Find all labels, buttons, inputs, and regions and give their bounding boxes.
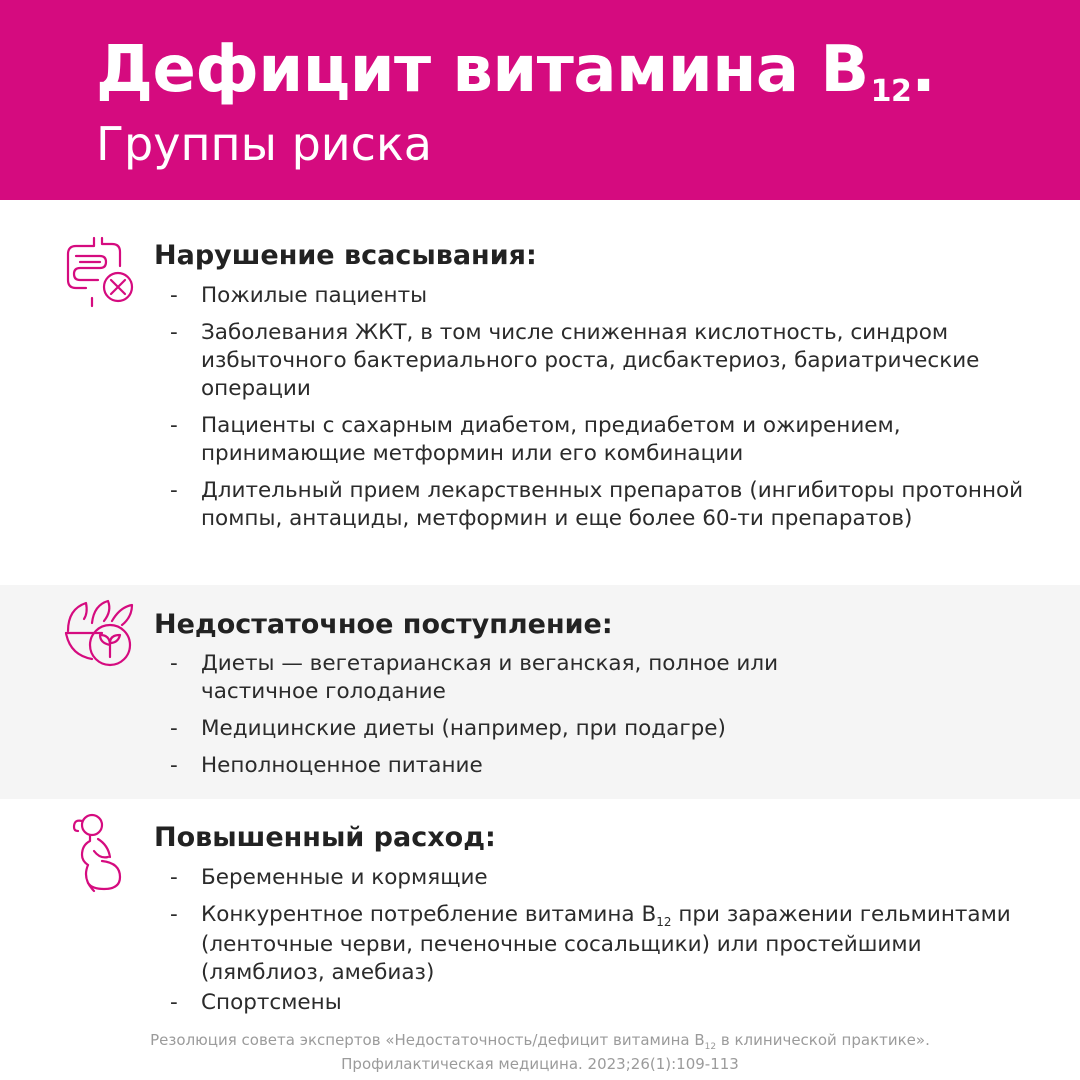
citation-line-1 bbox=[0, 1030, 1080, 1054]
list-item bbox=[170, 282, 1050, 310]
citation-subscript: 12 bbox=[704, 1042, 717, 1052]
item-text-before: Конкурентное потребление витамина B bbox=[201, 902, 657, 927]
section-title: Повышенный расход: bbox=[154, 822, 496, 853]
title-subscript: 12 bbox=[870, 74, 912, 109]
item-text: Пожилые пациенты bbox=[201, 283, 428, 308]
list-item bbox=[170, 412, 1050, 468]
list-item bbox=[170, 477, 1050, 533]
intestine-cross-icon bbox=[62, 236, 136, 308]
dash-bullet: - bbox=[170, 753, 178, 778]
item-text: Спортсмены bbox=[201, 990, 342, 1015]
dash-bullet: - bbox=[170, 990, 178, 1015]
item-list bbox=[170, 864, 1050, 1026]
list-item bbox=[170, 715, 1050, 743]
dash-bullet: - bbox=[170, 716, 178, 741]
section-insufficient-intake bbox=[0, 585, 1080, 799]
item-text: Заболевания ЖКТ, в том числе сниженная кислотность, синдром избыточного бактериального роста, дисбактериоз, бариатрические операции bbox=[201, 320, 980, 401]
section-title: Нарушение всасывания: bbox=[154, 240, 537, 271]
item-list bbox=[170, 650, 1050, 789]
citation-text: Резолюция совета экспертов «Недостаточность/дефицит витамина B bbox=[150, 1031, 705, 1049]
list-item bbox=[170, 989, 1050, 1017]
item-list bbox=[170, 282, 1050, 542]
item-text: Неполноценное питание bbox=[201, 753, 483, 778]
title-text: Дефицит витамина B bbox=[96, 33, 869, 107]
dash-bullet: - bbox=[170, 902, 178, 927]
dash-bullet: - bbox=[170, 651, 178, 676]
dash-bullet: - bbox=[170, 478, 178, 503]
dash-bullet: - bbox=[170, 865, 178, 890]
list-item bbox=[170, 901, 1050, 987]
source-citation bbox=[0, 1030, 1080, 1075]
page-title bbox=[96, 30, 935, 122]
vegetable-bowl-icon bbox=[62, 597, 136, 667]
list-item bbox=[170, 864, 1050, 892]
item-text-subscript: 12 bbox=[656, 915, 672, 929]
pregnant-woman-icon bbox=[68, 809, 130, 895]
list-item bbox=[170, 650, 1050, 706]
item-text: Длительный прием лекарственных препаратов (ингибиторы протонной помпы, антациды, метформин и еще более 60-ти препаратов) bbox=[201, 478, 1024, 531]
section-malabsorption bbox=[0, 200, 1080, 585]
title-period: . bbox=[911, 33, 936, 107]
page-subtitle: Группы риска bbox=[96, 117, 432, 171]
citation-line-2: Профилактическая медицина. 2023;26(1):109-113 bbox=[341, 1055, 739, 1073]
dash-bullet: - bbox=[170, 283, 178, 308]
header-banner bbox=[0, 0, 1080, 200]
section-title: Недостаточное поступление: bbox=[154, 609, 613, 640]
dash-bullet: - bbox=[170, 413, 178, 438]
item-text: Диеты — вегетарианская и веганская, полное или частичное голодание bbox=[201, 651, 779, 704]
item-text: Пациенты с сахарным диабетом, предиабетом и ожирением, принимающие метформин или его комбинации bbox=[201, 413, 901, 466]
section-increased-consumption bbox=[0, 799, 1080, 1024]
item-text: Медицинские диеты (например, при подагре) bbox=[201, 716, 726, 741]
list-item bbox=[170, 752, 1050, 780]
item-text: Беременные и кормящие bbox=[201, 865, 488, 890]
list-item bbox=[170, 319, 1050, 403]
citation-text-end: в клинической практике». bbox=[716, 1031, 930, 1049]
item-text-after: при заражении гельминтами (ленточные черви, печеночные сосальщики) или простейшими (лямблиоз, амебиаз) bbox=[201, 902, 1011, 985]
dash-bullet: - bbox=[170, 320, 178, 345]
